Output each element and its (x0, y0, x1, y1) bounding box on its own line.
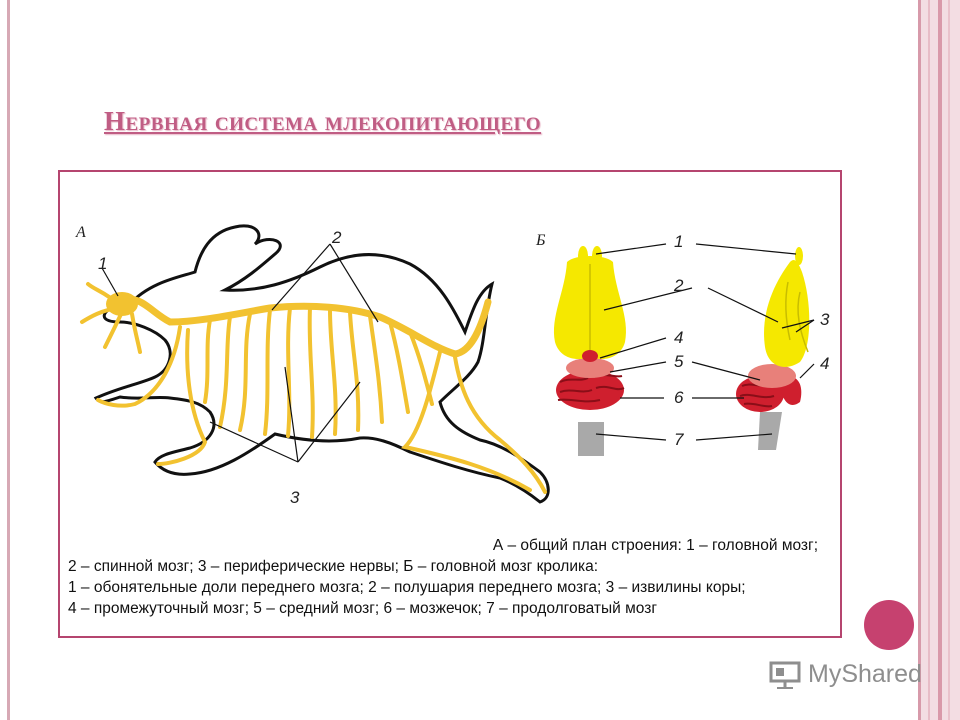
slide-border-line (918, 0, 921, 720)
decorative-circle (864, 600, 914, 650)
panel-b-number: 5 (674, 352, 684, 371)
projector-screen-icon (768, 659, 802, 689)
caption-line: 2 – спинной мозг; 3 – периферические нервы; Б – головной мозг кролика: (68, 558, 599, 575)
panel-a-number: 1 (98, 254, 108, 273)
caption-line: А – общий план строения: 1 – головной мозг; (492, 537, 818, 554)
panel-b-number: 4 (674, 328, 684, 347)
myshared-logo (768, 656, 922, 692)
panel-b-number: 4 (820, 354, 830, 373)
figure-image (58, 170, 842, 638)
brain-dorsal (554, 246, 626, 456)
rabbit-outline (96, 226, 548, 502)
panel-a-number: 3 (290, 488, 300, 507)
panel-b-number: 2 (674, 276, 684, 295)
slide-border-line (948, 0, 950, 720)
caption-line: 4 – промежуточный мозг; 5 – средний мозг; 6 – мозжечок; 7 – продолговатый мозг (68, 600, 657, 617)
panel-b-number: 1 (674, 232, 684, 251)
panel-b-number: 6 (674, 388, 684, 407)
panel-b-number: 7 (674, 430, 684, 449)
panel-a-number: 2 (332, 228, 342, 247)
caption-line: 1 – обонятельные доли переднего мозга; 2 – полушария переднего мозга; 3 – извилины коры; (68, 579, 746, 596)
slide-border-line (928, 0, 930, 720)
slide-title: Нервная система млекопитающего (104, 106, 542, 136)
panel-b-label: Б (536, 232, 546, 249)
panel-b-number: 3 (820, 310, 830, 329)
logo-text: MyShared (808, 659, 922, 688)
figure-caption (68, 535, 836, 619)
slide-border-left (7, 0, 10, 720)
brain-lateral (736, 247, 809, 450)
panel-a-label: А (76, 224, 86, 241)
slide-border-line (938, 0, 942, 720)
